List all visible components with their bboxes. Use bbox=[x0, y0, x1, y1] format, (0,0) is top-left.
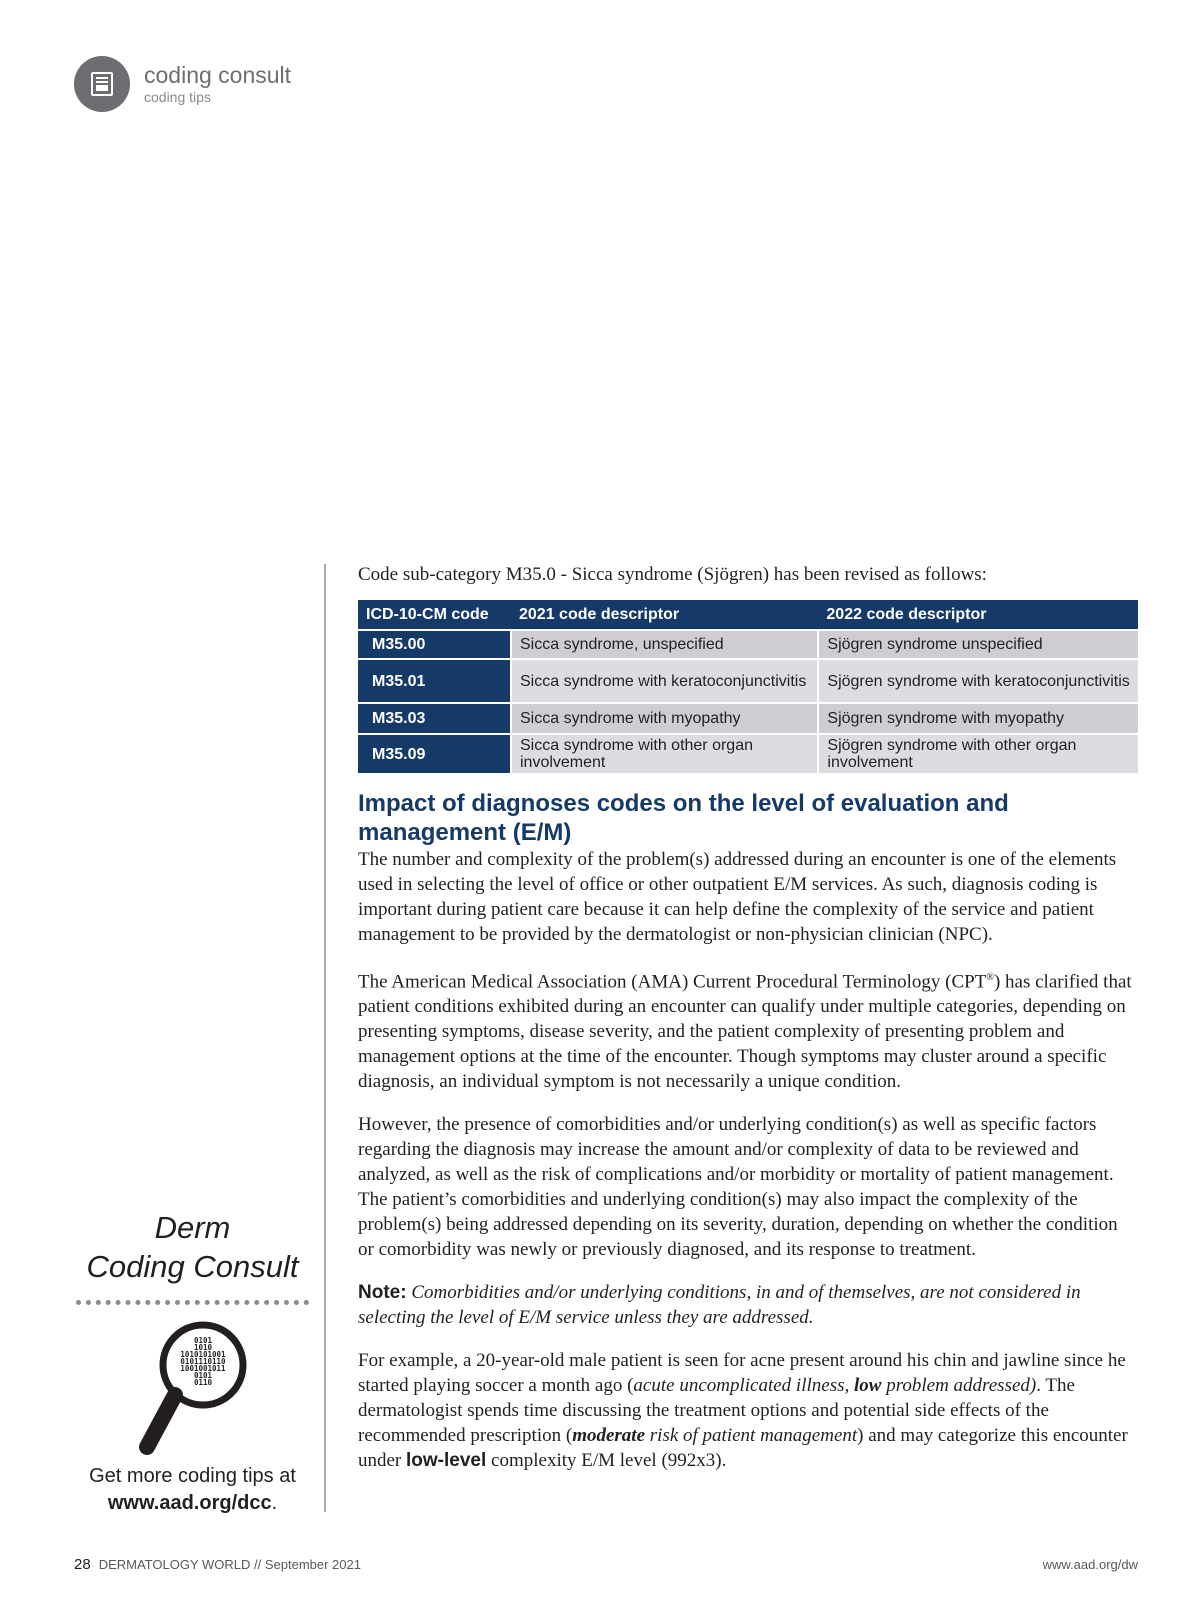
table-intro: Code sub-category M35.0 - Sicca syndrome (Sjögren) has been revised as follows: bbox=[358, 564, 987, 585]
binary-line: 0101 bbox=[193, 1371, 212, 1380]
column-header: ICD-10-CM code bbox=[358, 600, 511, 630]
promo-title-line2: Coding Consult bbox=[86, 1249, 299, 1284]
page-number: 28 bbox=[74, 1556, 91, 1573]
old-descriptor-cell: Sicca syndrome with myopathy bbox=[511, 703, 818, 734]
emphasis-moderate: moderate bbox=[572, 1425, 646, 1447]
paragraph-text: The American Medical Association (AMA) Current Procedural Terminology (CPT bbox=[358, 971, 987, 993]
old-descriptor-cell: Sicca syndrome, unspecified bbox=[511, 630, 818, 659]
column-divider bbox=[324, 564, 326, 1512]
new-descriptor-cell: Sjögren syndrome unspecified bbox=[818, 630, 1138, 659]
issue-date: September 2021 bbox=[264, 1557, 361, 1572]
binary-line: 1010 bbox=[193, 1343, 212, 1352]
note-text: Comorbidities and/or underlying conditions, in and of themselves, are not considered in selecting the level of E/M service unless they are addressed. bbox=[358, 1282, 1081, 1329]
old-descriptor-cell: Sicca syndrome with other organ involvement bbox=[511, 734, 818, 773]
section-header bbox=[74, 56, 291, 112]
document-icon bbox=[74, 56, 130, 112]
binary-line: 1010101001 bbox=[179, 1350, 226, 1359]
note-paragraph bbox=[358, 1280, 1138, 1330]
column-header: 2022 code descriptor bbox=[818, 600, 1138, 630]
code-table bbox=[358, 600, 1138, 773]
binary-line: 0101 bbox=[193, 1336, 212, 1345]
paragraph: The number and complexity of the problem(s) addressed during an encounter is one of the elements used in selecting the level of office or other outpatient E/M services. As such, diagnosis coding is important during patient care because it can help define the complexity of the service and patient management to be provided by the dermatologist or non-physician clinician (NPC). bbox=[358, 849, 1117, 945]
paragraph-text: . The dermatologist spends time discussing the treatment options and potential side effects of the recommended prescription ( bbox=[358, 1375, 1075, 1447]
promo-title-line1: Derm bbox=[154, 1210, 231, 1245]
column-header: 2021 code descriptor bbox=[511, 600, 818, 630]
italic-text: problem addressed) bbox=[881, 1375, 1037, 1397]
italic-text: risk of patient management bbox=[645, 1425, 858, 1447]
section-subtitle: coding tips bbox=[144, 89, 211, 105]
new-descriptor-cell: Sjögren syndrome with myopathy bbox=[818, 703, 1138, 734]
table-row bbox=[358, 734, 1138, 773]
promo-link[interactable]: www.aad.org/dcc bbox=[107, 1492, 272, 1514]
registered-mark: ® bbox=[986, 972, 994, 983]
magnifying-glass-icon bbox=[133, 1317, 253, 1457]
binary-line: 0110 bbox=[193, 1378, 212, 1387]
code-cell: M35.03 bbox=[358, 703, 511, 734]
binary-line: 0101110110 bbox=[179, 1357, 226, 1366]
note-label: Note: bbox=[358, 1282, 407, 1304]
example-paragraph bbox=[358, 1348, 1138, 1473]
paragraph-text: complexity E/M level (992x3). bbox=[486, 1450, 727, 1472]
promo-box bbox=[70, 1208, 315, 1516]
table-row bbox=[358, 659, 1138, 703]
emphasis-low-level: low-level bbox=[406, 1450, 487, 1472]
new-descriptor-cell: Sjögren syndrome with other organ involvement bbox=[818, 734, 1138, 773]
binary-line: 1001001011 bbox=[179, 1364, 226, 1373]
promo-url-suffix: . bbox=[271, 1492, 278, 1514]
new-descriptor-cell: Sjögren syndrome with keratoconjunctivitis bbox=[818, 659, 1138, 703]
paragraph bbox=[358, 965, 1138, 1094]
article-body bbox=[358, 564, 1138, 1491]
footer-left bbox=[74, 1556, 361, 1573]
publication-name: DERMATOLOGY WORLD bbox=[98, 1557, 251, 1572]
old-descriptor-cell: Sicca syndrome with keratoconjunctivitis bbox=[511, 659, 818, 703]
table-row bbox=[358, 630, 1138, 659]
table-header-row bbox=[358, 600, 1138, 630]
paragraph-text: For example, a 20-year-old male patient is seen for acne present around his chin and jawline since he started playing soccer a month ago ( bbox=[358, 1350, 1126, 1397]
footer-separator: // bbox=[250, 1557, 265, 1572]
code-cell: M35.00 bbox=[358, 630, 511, 659]
paragraph-text: ) has clarified that patient conditions exhibited during an encounter can qualify under multiple categories, depending on presenting symptoms, disease severity, and the patient complexity of presenting problem and management options at the time of the encounter. Though symptoms may cluster around a specific diagnosis, an individual symptom is not necessarily a unique condition. bbox=[358, 971, 1132, 1093]
italic-text: acute uncomplicated illness, bbox=[633, 1375, 854, 1397]
code-cell: M35.01 bbox=[358, 659, 511, 703]
code-cell: M35.09 bbox=[358, 734, 511, 773]
dotted-divider bbox=[76, 1300, 309, 1305]
section-title: coding consult bbox=[144, 62, 292, 88]
section-heading: Impact of diagnoses codes on the level of evaluation and management (E/M) bbox=[358, 790, 1009, 846]
emphasis-low: low bbox=[853, 1375, 882, 1397]
footer-url[interactable]: www.aad.org/dw bbox=[1042, 1557, 1138, 1572]
paragraph-text: ) and may categorize this encounter under bbox=[358, 1425, 1128, 1472]
paragraph: However, the presence of comorbidities and/or underlying condition(s) as well as specific factors regarding the diagnosis may increase the amount and/or complexity of data to be reviewed and analyzed, as well as the risk of complications and/or morbidity or mortality of patient management. The patient’s comorbidities and underlying condition(s) may also impact the complexity of the problem(s) being addressed depending on its severity, duration, depending on whether the condition or comorbidity was newly or previously diagnosed, and its response to treatment. bbox=[358, 1114, 1118, 1261]
promo-text: Get more coding tips at bbox=[89, 1465, 296, 1487]
table-row bbox=[358, 703, 1138, 734]
